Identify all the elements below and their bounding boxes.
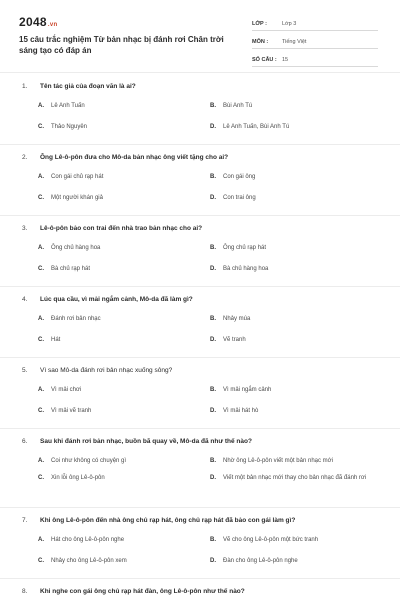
option-a[interactable] bbox=[38, 244, 210, 252]
option-b[interactable] bbox=[210, 244, 382, 252]
question-header bbox=[22, 154, 228, 161]
option-text: Lê Anh Tuấn, Bùi Anh Tú bbox=[223, 124, 290, 130]
option-letter: B. bbox=[210, 245, 216, 251]
option-letter: C. bbox=[38, 337, 44, 343]
option-text: Con trai ông bbox=[223, 195, 256, 201]
page-header bbox=[0, 0, 400, 72]
option-c[interactable] bbox=[38, 474, 210, 482]
question-4 bbox=[0, 287, 400, 358]
option-text: Vì mải vẽ tranh bbox=[51, 408, 92, 414]
option-a[interactable] bbox=[38, 173, 210, 181]
header-divider bbox=[0, 72, 400, 73]
meta-label: MÔN : bbox=[252, 38, 269, 45]
option-d[interactable] bbox=[210, 123, 382, 131]
option-b[interactable] bbox=[210, 457, 382, 465]
option-text: Nhờ ông Lê-ô-pôn viết một bản nhạc mới bbox=[223, 458, 333, 464]
option-text: Hát bbox=[51, 337, 61, 343]
option-a[interactable] bbox=[38, 457, 210, 465]
answer-options bbox=[38, 173, 383, 202]
question-text: Lúc qua cầu, vì mải ngắm cảnh, Mô-da đã làm gì? bbox=[40, 296, 193, 303]
option-text: Hát cho ông Lê-ô-pôn nghe bbox=[51, 537, 125, 543]
option-b[interactable] bbox=[210, 315, 382, 323]
option-text: Vì mải chơi bbox=[51, 387, 82, 393]
meta-value: Tiếng Việt bbox=[282, 38, 307, 45]
option-letter: D. bbox=[210, 408, 216, 414]
question-number: 8. bbox=[22, 588, 28, 595]
question-7 bbox=[0, 508, 400, 579]
option-letter: A. bbox=[38, 245, 44, 251]
site-logo[interactable] bbox=[19, 15, 57, 29]
option-d[interactable] bbox=[210, 407, 382, 415]
option-c[interactable] bbox=[38, 265, 210, 273]
question-text: Lê-ô-pôn bảo con trai đến nhà trao bản nhạc cho ai? bbox=[40, 225, 203, 232]
question-number: 7. bbox=[22, 517, 28, 524]
question-number: 4. bbox=[22, 296, 28, 303]
option-text: Coi như không có chuyện gì bbox=[51, 458, 127, 464]
option-letter: C. bbox=[38, 124, 44, 130]
question-header bbox=[22, 225, 202, 232]
option-c[interactable] bbox=[38, 336, 210, 344]
question-list bbox=[0, 74, 400, 600]
option-text: Nhảy cho ông Lê-ô-pôn xem bbox=[51, 558, 127, 564]
option-letter: B. bbox=[210, 458, 216, 464]
question-3 bbox=[0, 216, 400, 287]
option-c[interactable] bbox=[38, 123, 210, 131]
option-d[interactable] bbox=[210, 336, 382, 344]
answer-options bbox=[38, 386, 383, 415]
option-letter: D. bbox=[210, 124, 216, 130]
option-letter: B. bbox=[210, 537, 216, 543]
option-letter: B. bbox=[210, 103, 216, 109]
option-text: Con gái chủ rạp hát bbox=[51, 174, 104, 180]
option-text: Vẽ cho ông Lê-ô-pôn một bức tranh bbox=[223, 537, 319, 543]
option-letter: B. bbox=[210, 316, 216, 322]
question-number: 2. bbox=[22, 154, 28, 161]
question-header bbox=[22, 296, 193, 303]
meta-row-count bbox=[252, 53, 378, 67]
option-text: Vì mải ngắm cảnh bbox=[223, 387, 272, 393]
option-a[interactable] bbox=[38, 315, 210, 323]
question-number: 6. bbox=[22, 438, 28, 445]
meta-label: SỐ CÂU : bbox=[252, 56, 277, 63]
question-header bbox=[22, 517, 295, 524]
option-c[interactable] bbox=[38, 407, 210, 415]
option-text: Ông chủ hàng hoa bbox=[51, 245, 101, 251]
option-text: Viết một bản nhạc mới thay cho bản nhạc đã đánh rơi bbox=[223, 475, 367, 481]
option-a[interactable] bbox=[38, 102, 210, 110]
question-text: Sau khi đánh rơi bản nhạc, buồn bã quay về, Mô-da đã như thế nào? bbox=[40, 438, 252, 445]
meta-panel bbox=[252, 17, 378, 71]
meta-row-subject bbox=[252, 35, 378, 49]
option-a[interactable] bbox=[38, 536, 210, 544]
option-d[interactable] bbox=[210, 265, 382, 273]
question-text: Vì sao Mô-da đánh rơi bản nhạc xuống sông? bbox=[40, 367, 173, 374]
option-letter: B. bbox=[210, 174, 216, 180]
meta-value: Lớp 3 bbox=[282, 20, 297, 27]
option-letter: A. bbox=[38, 174, 44, 180]
option-text: Xin lỗi ông Lê-ô-pôn bbox=[51, 475, 105, 481]
option-c[interactable] bbox=[38, 194, 210, 202]
option-text: Vì mải hát hò bbox=[223, 408, 259, 414]
option-text: Đánh rơi bản nhạc bbox=[51, 316, 101, 322]
option-letter: A. bbox=[38, 316, 44, 322]
option-d[interactable] bbox=[210, 194, 382, 202]
option-b[interactable] bbox=[210, 102, 382, 110]
option-letter: A. bbox=[38, 537, 44, 543]
option-text: Thảo Nguyên bbox=[51, 124, 88, 130]
option-letter: A. bbox=[38, 387, 44, 393]
option-letter: D. bbox=[210, 337, 216, 343]
option-letter: C. bbox=[38, 408, 44, 414]
option-letter: C. bbox=[38, 558, 44, 564]
option-letter: A. bbox=[38, 103, 44, 109]
option-letter: C. bbox=[38, 475, 44, 481]
option-d[interactable] bbox=[210, 557, 382, 565]
option-text: Ông chủ rạp hát bbox=[223, 245, 267, 251]
question-header bbox=[22, 438, 252, 445]
question-1 bbox=[0, 74, 400, 145]
option-text: Bùi Anh Tú bbox=[223, 103, 253, 109]
option-text: Lê Anh Tuấn bbox=[51, 103, 85, 109]
option-a[interactable] bbox=[38, 386, 210, 394]
question-8 bbox=[0, 579, 400, 600]
option-c[interactable] bbox=[38, 557, 210, 565]
option-letter: D. bbox=[210, 558, 216, 564]
question-text: Ông Lê-ô-pôn đưa cho Mô-da bản nhạc ông viết tặng cho ai? bbox=[40, 154, 229, 161]
question-text: Khi nghe con gái ông chủ rạp hát đàn, ông Lê-ô-pôn như thế nào? bbox=[40, 588, 245, 595]
question-6 bbox=[0, 429, 400, 508]
question-header bbox=[22, 588, 245, 595]
answer-options bbox=[38, 244, 383, 273]
option-letter: D. bbox=[210, 475, 216, 481]
question-number: 3. bbox=[22, 225, 28, 232]
question-text: Tên tác giả của đoạn văn là ai? bbox=[40, 83, 136, 90]
option-d[interactable] bbox=[210, 474, 382, 482]
meta-label: LỚP : bbox=[252, 20, 267, 27]
meta-value: 15 bbox=[282, 56, 289, 63]
option-b[interactable] bbox=[210, 536, 382, 544]
answer-options bbox=[38, 315, 383, 344]
option-letter: C. bbox=[38, 195, 44, 201]
question-text: Khi ông Lê-ô-pôn đến nhà ông chủ rạp hát, ông chủ rạp hát đã bảo con gái làm gì? bbox=[40, 517, 296, 524]
option-text: Một người khán giả bbox=[51, 195, 103, 201]
option-letter: A. bbox=[38, 458, 44, 464]
question-2 bbox=[0, 145, 400, 216]
option-letter: D. bbox=[210, 266, 216, 272]
answer-options bbox=[38, 457, 383, 482]
option-letter: C. bbox=[38, 266, 44, 272]
option-letter: D. bbox=[210, 195, 216, 201]
option-text: Vẽ tranh bbox=[223, 337, 246, 343]
question-number: 1. bbox=[22, 83, 28, 90]
option-text: Bà chủ rạp hát bbox=[51, 266, 91, 272]
logo-text: 2048 bbox=[19, 15, 47, 29]
answer-options bbox=[38, 536, 383, 565]
answer-options bbox=[38, 102, 383, 131]
option-text: Bà chủ hàng hoa bbox=[223, 266, 269, 272]
page-title: 15 câu trắc nghiệm Từ bản nhạc bị đánh rơi Chân trời sáng tạo có đáp án bbox=[19, 35, 224, 55]
meta-row-grade bbox=[252, 17, 378, 31]
option-text: Đàn cho ông Lê-ô-pôn nghe bbox=[223, 558, 298, 564]
option-b[interactable] bbox=[210, 386, 382, 394]
question-header bbox=[22, 367, 172, 374]
option-text: Nhảy múa bbox=[223, 316, 251, 322]
question-number: 5. bbox=[22, 367, 28, 374]
option-letter: B. bbox=[210, 387, 216, 393]
question-5 bbox=[0, 358, 400, 429]
logo-suffix: .vn bbox=[47, 22, 58, 28]
option-b[interactable] bbox=[210, 173, 382, 181]
option-text: Con gái ông bbox=[223, 174, 256, 180]
question-header bbox=[22, 83, 136, 90]
